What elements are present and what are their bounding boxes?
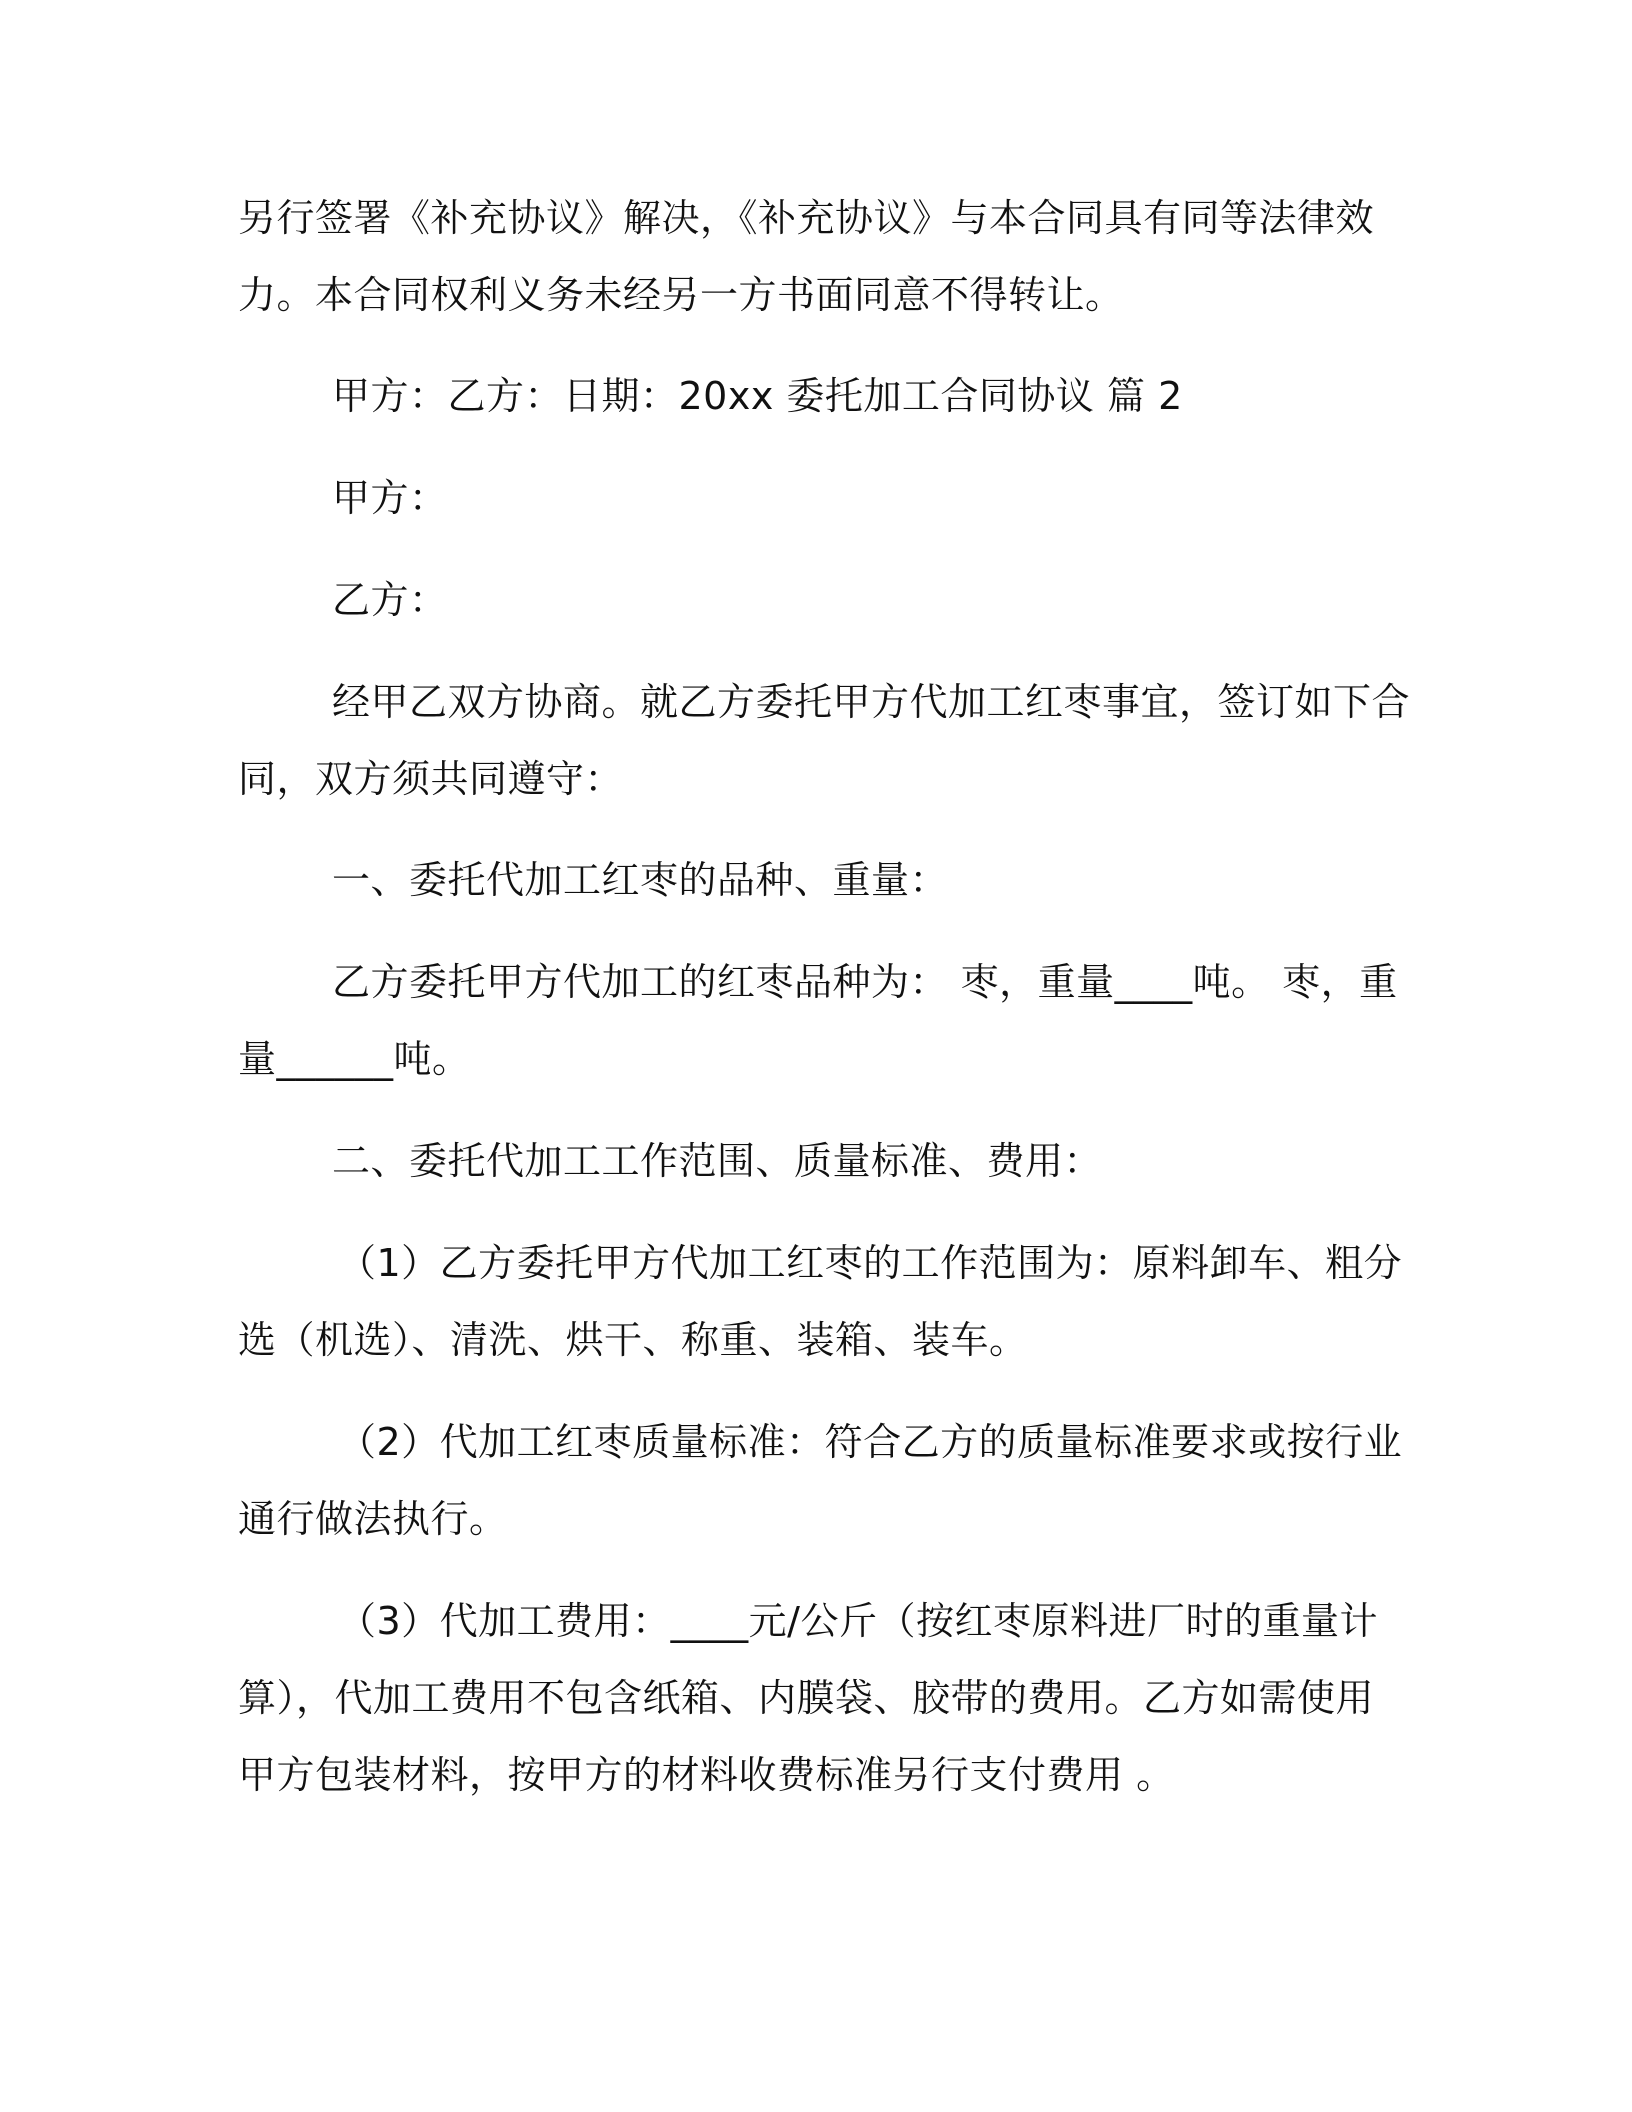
clause-line: （1）乙方委托甲方代加工红枣的工作范围为：原料卸车、粗分 xyxy=(338,1241,1403,1285)
paragraph-line: 同，双方须共同遵守： xyxy=(238,757,624,801)
clause-line: 算），代加工费用不包含纸箱、内膜袋、胶带的费用。乙方如需使用 xyxy=(238,1676,1375,1720)
clause-line: （2）代加工红枣质量标准：符合乙方的质量标准要求或按行业 xyxy=(338,1420,1403,1464)
paragraph-line: 力。本合同权利义务未经另一方书面同意不得转让。 xyxy=(238,273,1124,317)
clause-line: 通行做法执行。 xyxy=(238,1497,508,1541)
signature-line: 甲方：乙方：日期：20xx 委托加工合同协议 篇 2 xyxy=(332,374,1183,418)
party-a-label: 甲方： xyxy=(332,476,448,520)
paragraph-line: 乙方委托甲方代加工的红枣品种为： 枣，重量____吨。 枣，重 xyxy=(332,960,1398,1004)
clause-line: 甲方包装材料，按甲方的材料收费标准另行支付费用 。 xyxy=(238,1753,1175,1797)
section-heading: 一、委托代加工红枣的品种、重量： xyxy=(332,858,949,902)
clause-line: 选（机选）、清洗、烘干、称重、装箱、装车。 xyxy=(238,1318,1028,1362)
party-b-label: 乙方： xyxy=(332,578,448,622)
paragraph-line: 另行签署《补充协议》解决，《补充协议》与本合同具有同等法律效 xyxy=(238,196,1375,240)
section-heading: 二、委托代加工工作范围、质量标准、费用： xyxy=(332,1139,1103,1183)
paragraph-line: 量______吨。 xyxy=(238,1037,471,1081)
clause-line: （3）代加工费用：____元/公斤（按红枣原料进厂时的重量计 xyxy=(338,1599,1378,1643)
paragraph-line: 经甲乙双方协商。就乙方委托甲方代加工红枣事宜，签订如下合 xyxy=(332,680,1411,724)
